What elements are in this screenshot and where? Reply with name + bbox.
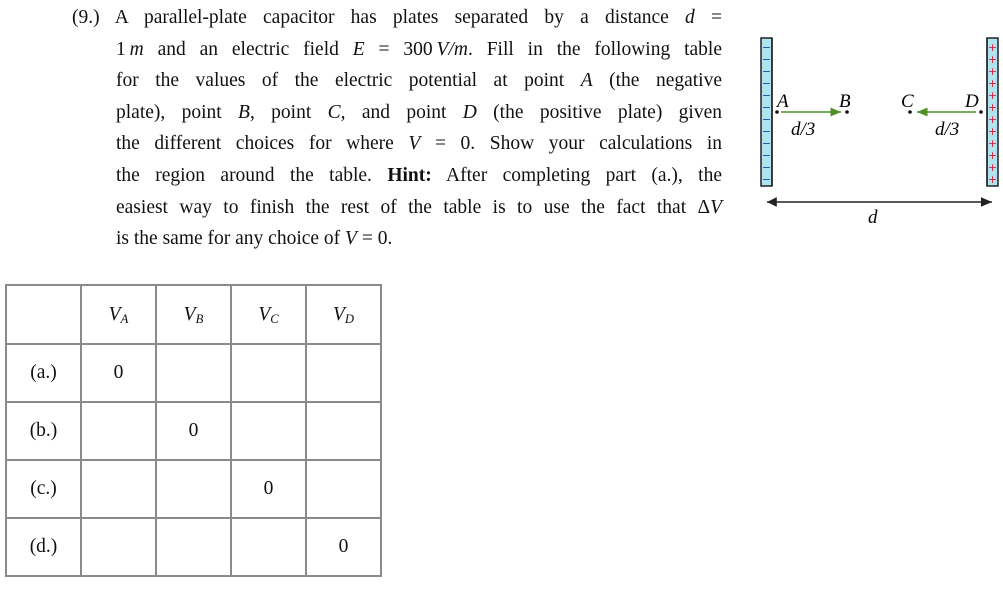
problem-number: (9.) [72,7,100,28]
row-label: (d.) [6,518,81,576]
label-b: B [839,91,851,112]
table-header-row [6,285,381,344]
hint-label: Hint: [387,164,432,186]
problem-text: . Fill in the following table [467,38,722,60]
negative-sign: − [761,101,772,114]
header-va [81,285,156,344]
positive-sign: + [987,65,998,78]
variable-C: C [327,101,341,123]
variable-D: D [462,101,477,123]
problem-text: the region around the table. [116,164,388,186]
table-cell[interactable] [306,344,381,402]
negative-sign: − [761,65,772,78]
label-c: C [901,91,914,112]
problem-line-7 [72,192,722,224]
table-row [6,460,381,518]
problem-line-6 [72,160,722,192]
problem-line-2 [72,34,722,66]
header-main: V [258,303,271,325]
positive-sign: + [987,41,998,54]
variable-B: B [238,101,250,123]
positive-sign: + [987,137,998,150]
negative-sign: − [761,41,772,54]
problem-text: 1 [116,38,126,60]
variable-A: A [580,70,593,92]
positive-sign: + [987,161,998,174]
header-main: V [108,303,121,325]
separation-label: d [868,207,878,228]
problem-text: is the same for any choice of [116,228,346,250]
variable-d: d [685,7,695,28]
problem-statement [72,2,722,255]
table-cell[interactable] [156,518,231,576]
header-vc [231,285,306,344]
problem-line-1 [72,2,722,34]
table-cell[interactable] [156,460,231,518]
header-sub: C [270,311,279,326]
table-cell[interactable] [81,460,156,518]
point-d-dot [979,110,983,114]
label-d: D [965,91,979,112]
row-label: (b.) [6,402,81,460]
row-label: (a.) [6,344,81,402]
positive-sign: + [987,173,998,186]
table-cell[interactable] [81,402,156,460]
problem-line-8 [72,223,722,255]
header-sub: B [195,311,204,326]
header-main: V [183,303,196,325]
variable-E: E [352,38,365,60]
negative-sign: − [761,125,772,138]
problem-text: = 0. Show your calculations in [420,133,722,155]
potential-table-wrap [5,284,382,577]
negative-sign: − [761,173,772,186]
right-gap-label: d/3 [935,119,960,140]
potential-table [5,284,382,577]
problem-line-4 [72,97,722,129]
negative-sign: − [761,161,772,174]
positive-sign: + [987,101,998,114]
negative-sign: − [761,149,772,162]
table-row [6,402,381,460]
label-a: A [777,91,789,112]
problem-text: , and point [340,101,463,123]
left-gap-label: d/3 [791,119,816,140]
negative-signs [762,41,771,186]
variable-V: V [345,228,357,250]
problem-text: (the negative [592,70,722,92]
table-cell[interactable] [231,402,306,460]
negative-sign: − [761,89,772,102]
header-vb [156,285,231,344]
table-cell[interactable] [306,460,381,518]
problem-text: = [694,7,722,28]
table-cell[interactable]: 0 [81,344,156,402]
header-vd [306,285,381,344]
negative-sign: − [761,113,772,126]
unit-v-per-m: V/m [436,38,468,60]
problem-text: After completing part (a.), the [431,164,722,186]
positive-sign: + [987,89,998,102]
problem-text: the different choices for where [116,133,409,155]
header-main: V [332,303,345,325]
positive-sign: + [987,125,998,138]
problem-text: , point [249,101,328,123]
negative-sign: − [761,137,772,150]
table-cell[interactable] [306,402,381,460]
positive-sign: + [987,113,998,126]
header-sub: D [344,311,355,326]
variable-V: V [710,196,722,218]
problem-text: A parallel-plate capacitor has plates separated by a distance [114,7,686,28]
table-cell[interactable] [81,518,156,576]
problem-line-5 [72,128,722,160]
problem-line-3 [72,65,722,97]
table-cell[interactable]: 0 [156,402,231,460]
problem-text: plate), point [116,101,239,123]
positive-signs [988,41,997,186]
problem-text: = 300 [364,38,433,60]
positive-sign: + [987,77,998,90]
table-cell[interactable]: 0 [306,518,381,576]
unit-m: m [129,38,144,60]
problem-text: = 0. [356,228,393,250]
negative-sign: − [761,53,772,66]
positive-sign: + [987,149,998,162]
header-sub: A [120,311,129,326]
table-row [6,518,381,576]
capacitor-diagram [755,32,1003,232]
table-row [6,344,381,402]
variable-V: V [408,133,421,155]
row-label: (c.) [6,460,81,518]
table-cell[interactable]: 0 [231,460,306,518]
positive-sign: + [987,53,998,66]
problem-text: easiest way to finish the rest of the table is to use the fact that Δ [116,196,711,218]
table-cell[interactable] [231,518,306,576]
problem-text: for the values of the electric potential at point [116,70,581,92]
problem-text: (the positive plate) given [476,101,722,123]
table-corner-cell [6,285,81,344]
table-cell[interactable] [231,344,306,402]
negative-sign: − [761,77,772,90]
problem-text: and an electric field [143,38,353,60]
table-cell[interactable] [156,344,231,402]
